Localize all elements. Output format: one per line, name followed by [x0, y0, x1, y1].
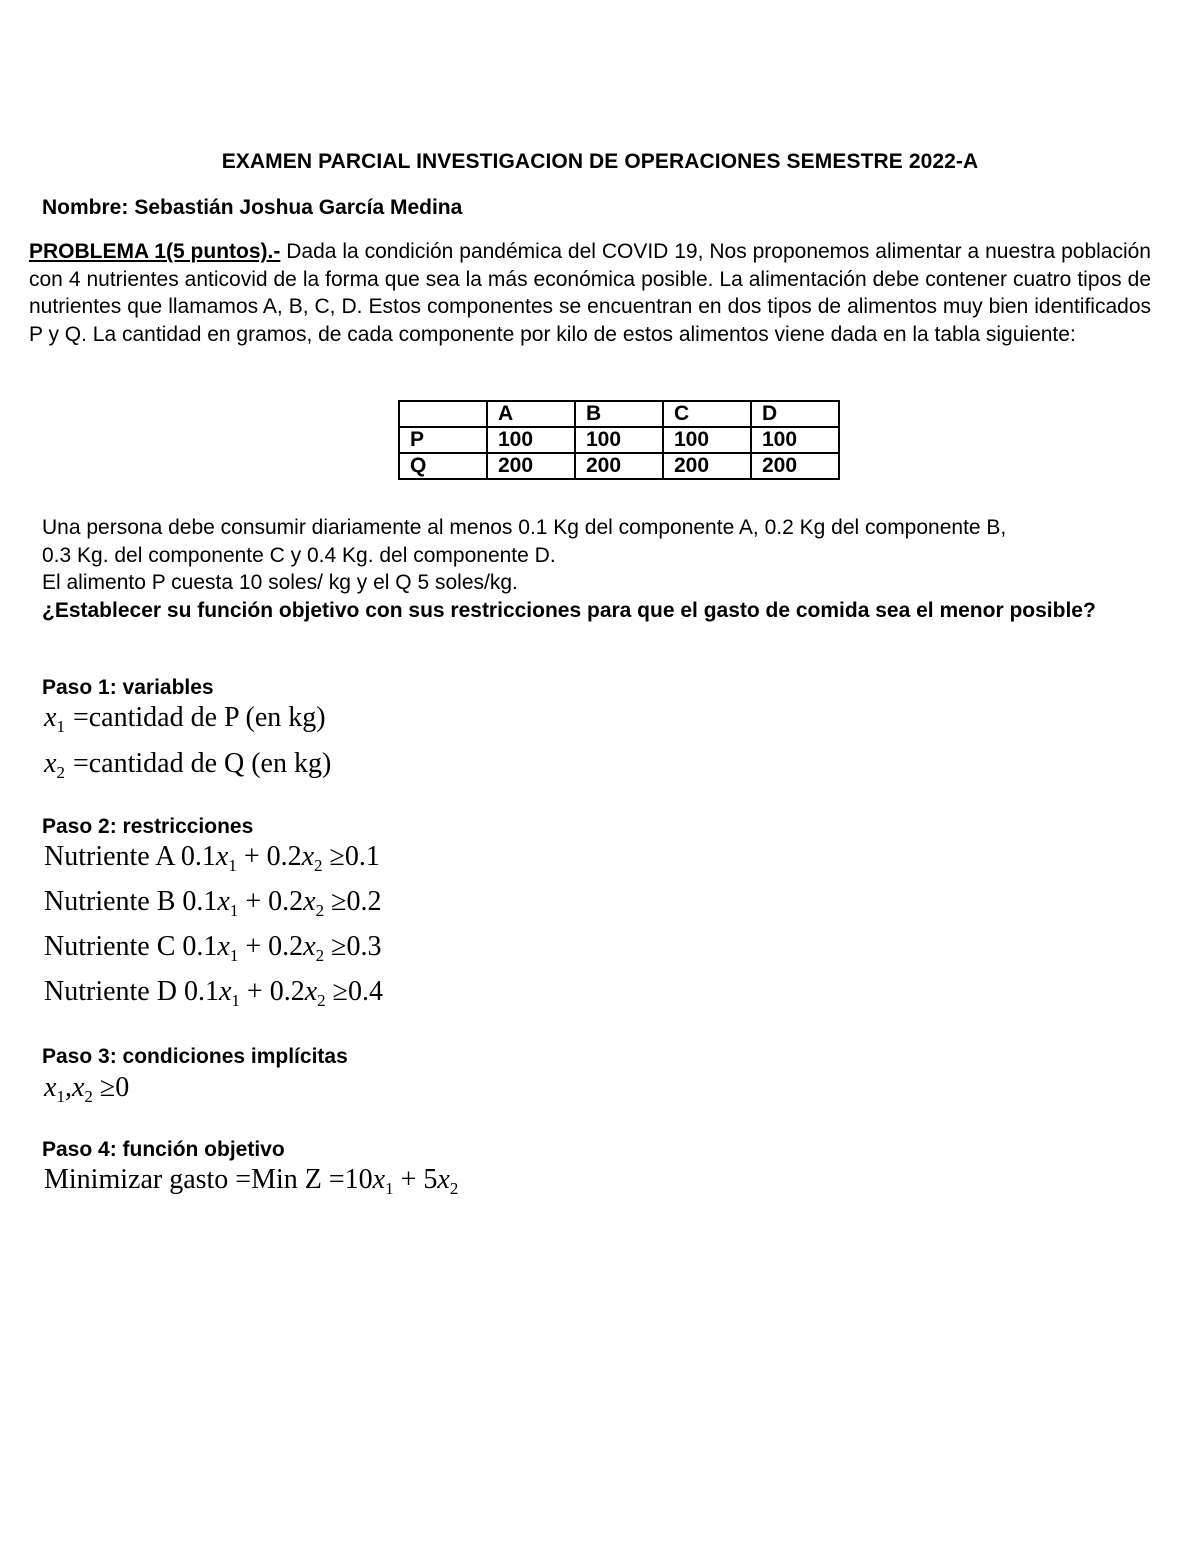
student-name-line — [42, 196, 462, 220]
math-operator: ≥ — [329, 841, 345, 872]
math-symbol: x — [44, 748, 57, 779]
math-operator: = — [328, 1164, 345, 1195]
math-subscript: 1 — [228, 856, 237, 875]
math-symbol: x — [304, 976, 318, 1007]
table-cell: 200 — [575, 453, 663, 479]
math-subscript: 1 — [56, 717, 65, 736]
coefficient: 0.1 — [182, 931, 218, 962]
table-header-cell: C — [663, 401, 751, 427]
math-symbol: x — [217, 931, 230, 962]
step1-title: Paso 1: variables — [42, 676, 214, 699]
rhs-value: 0.4 — [348, 976, 384, 1007]
constraint-name: Nutriente C — [44, 931, 176, 962]
rhs-value: 0.1 — [344, 841, 380, 872]
table-row — [399, 427, 839, 453]
math-operator: + — [245, 886, 262, 917]
math-symbol: x — [303, 931, 316, 962]
math-subscript: 2 — [317, 991, 326, 1010]
objective-name: Min Z — [251, 1164, 322, 1195]
math-symbol: x — [71, 1072, 85, 1103]
variable-description: cantidad de Q (en kg) — [88, 748, 332, 779]
coefficient: 0.1 — [180, 841, 216, 872]
math-operator: = — [72, 748, 89, 779]
math-symbol: x — [437, 1164, 450, 1195]
coefficient: 10 — [344, 1164, 373, 1195]
table-cell: Q — [399, 453, 487, 479]
variable-definition — [44, 702, 326, 734]
math-subscript: 2 — [84, 1087, 93, 1106]
question: ¿Establecer su función objetivo con sus restricciones para que el gasto de comida sea el menor posible? — [42, 598, 1096, 622]
student-name: Sebastián Joshua García Medina — [134, 196, 463, 219]
math-operator: + — [243, 841, 260, 872]
table-cell: 100 — [575, 427, 663, 453]
coefficient: 0.2 — [268, 886, 304, 917]
variable-description: cantidad de P (en kg) — [88, 702, 326, 733]
coefficient: 0.2 — [269, 976, 305, 1007]
math-subscript: 2 — [56, 763, 65, 782]
math-symbol: x — [301, 841, 315, 872]
math-separator: , — [64, 1072, 72, 1103]
rhs-value: 0.3 — [346, 931, 382, 962]
table-header-cell: D — [751, 401, 839, 427]
exam-title: EXAMEN PARCIAL INVESTIGACION DE OPERACIONES SEMESTRE 2022-A — [221, 150, 979, 173]
coefficient: 0.1 — [182, 886, 218, 917]
math-subscript: 1 — [229, 901, 239, 920]
math-symbol: x — [372, 1164, 386, 1195]
math-operator: + — [246, 976, 263, 1007]
table-cell: 200 — [487, 453, 575, 479]
table-header-cell: B — [575, 401, 663, 427]
math-symbol: x — [44, 1072, 57, 1103]
problem-label: PROBLEMA 1(5 puntos).- — [29, 240, 281, 263]
math-operator: = — [72, 702, 89, 733]
math-operator: + — [245, 931, 262, 962]
student-name-label: Nombre: — [42, 196, 129, 219]
table-cell: 100 — [751, 427, 839, 453]
math-symbol: x — [215, 841, 229, 872]
coefficient: 5 — [423, 1164, 438, 1195]
step2-title: Paso 2: restricciones — [42, 815, 254, 838]
constraint-name: Nutriente B — [44, 886, 176, 917]
math-subscript: 1 — [231, 991, 240, 1010]
math-symbol: x — [218, 976, 232, 1007]
math-operator: ≥ — [332, 976, 349, 1007]
table-cell: 100 — [663, 427, 751, 453]
statement-line: Una persona debe consumir diariamente al menos 0.1 Kg del componente A, 0.2 Kg del componente B, — [42, 516, 1007, 539]
rhs-value: 0.2 — [346, 886, 382, 917]
table-cell: P — [399, 427, 487, 453]
math-operator: ≥ — [99, 1072, 116, 1103]
math-subscript: 1 — [56, 1087, 65, 1106]
table-cell: 100 — [487, 427, 575, 453]
constraint — [44, 976, 383, 1008]
table-header-cell — [399, 401, 487, 427]
math-operator: ≥ — [331, 886, 347, 917]
table-cell: 200 — [751, 453, 839, 479]
statement-line: El alimento P cuesta 10 soles/ kg y el Q 5 soles/kg. — [42, 571, 518, 594]
non-negativity-condition — [44, 1072, 129, 1104]
coefficient: 0.1 — [183, 976, 219, 1007]
step3-title: Paso 3: condiciones implícitas — [42, 1045, 348, 1068]
math-subscript: 2 — [315, 946, 325, 965]
requirements-statement — [42, 514, 1152, 624]
variable-definition — [44, 748, 331, 780]
math-symbol: x — [217, 886, 230, 917]
math-operator: + — [400, 1164, 417, 1195]
statement-line: 0.3 Kg. del componente C y 0.4 Kg. del componente D. — [42, 543, 556, 567]
table-cell: 200 — [663, 453, 751, 479]
coefficient: 0.2 — [268, 931, 304, 962]
math-subscript: 1 — [229, 946, 239, 965]
problem-text: Dada la condición pandémica del COVID 19, Nos proponemos alimentar a nuestra población con 4 nutrientes anticovid de la forma que sea la más económica posible. La alimentación debe contener cuatro tipos de nutrientes que llamamos A, B, C, D. Estos componentes se encuentran en dos tipos de alimentos muy bien identificados P y Q. La cantidad en gramos, de cada componente por kilo de estos alimentos viene dada en la tabla siguiente: — [29, 240, 1151, 346]
objective-function — [44, 1164, 458, 1196]
math-subscript: 2 — [314, 856, 323, 875]
table-row — [399, 453, 839, 479]
math-subscript: 2 — [449, 1179, 459, 1198]
math-subscript: 2 — [315, 901, 325, 920]
coefficient: 0.2 — [266, 841, 302, 872]
math-symbol: x — [44, 702, 57, 733]
table-header-row — [399, 401, 839, 427]
constraint-name: Nutriente A — [44, 841, 174, 872]
constraint — [44, 931, 381, 963]
constraint — [44, 841, 380, 873]
step4-title: Paso 4: función objetivo — [42, 1138, 285, 1161]
math-operator: = — [235, 1164, 252, 1195]
rhs-value: 0 — [115, 1072, 130, 1103]
objective-label: Minimizar gasto — [44, 1164, 229, 1195]
table-header-cell: A — [487, 401, 575, 427]
nutrient-table — [398, 400, 840, 480]
constraint-name: Nutriente D — [44, 976, 177, 1007]
math-symbol: x — [303, 886, 316, 917]
problem-statement — [29, 238, 1151, 348]
constraint — [44, 886, 381, 918]
math-subscript: 1 — [385, 1179, 394, 1198]
math-operator: ≥ — [331, 931, 347, 962]
